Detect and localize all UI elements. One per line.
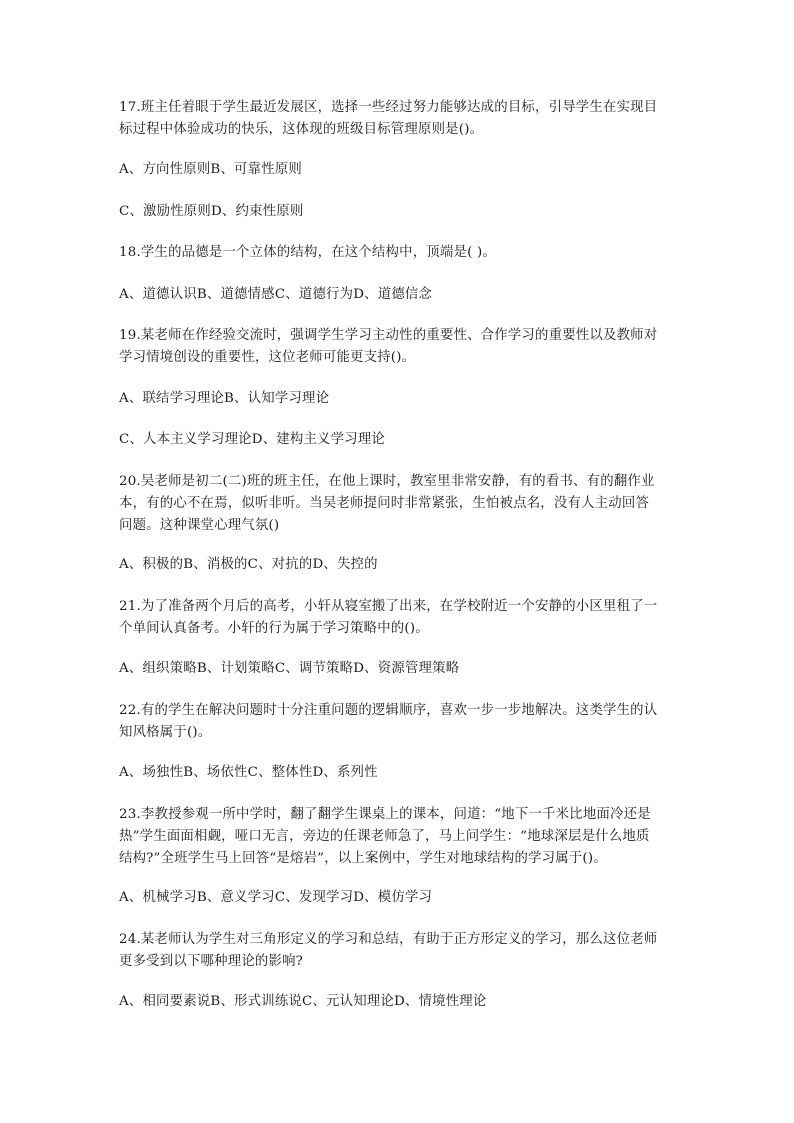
question-text-line: 问题。这种课堂心理气氛() [119,518,280,533]
question-text-line: 标过程中体验成功的快乐，这体现的班级目标管理原则是()。 [119,122,484,137]
option-line: C、人本主义学习理论D、建构主义学习理论 [119,432,386,447]
question-21-option-1 [119,658,679,680]
question-text-line: 23.李教授参观一所中学时，翻了翻学生课桌上的课本，问道：“地下一千米比地面冷还是 [119,807,651,822]
option-line: A、道德认识B、道德情感C、道德行为D、道德信念 [119,287,433,302]
question-text-line: 更多受到以下哪种理论的影响? [119,954,304,969]
question-text-line: 本，有的心不在焉，似听非听。当吴老师提问时非常紧张，生怕被点名，没有人主动回答 [119,496,650,511]
question-24-stem [119,929,679,973]
option-line: A、方向性原则B、可靠性原则 [119,162,302,177]
question-19-option-1 [119,388,679,410]
question-23-option-1 [119,887,679,909]
question-22-option-1 [119,762,679,784]
question-22-stem [119,700,679,744]
question-text-line: 18.学生的品德是一个立体的结构，在这个结构中，顶端是( )。 [119,245,496,260]
question-19-stem [119,325,679,369]
question-text-line: 24.某老师认为学生对三角形定义的学习和总结，有助于正方形定义的学习，那么这位老师 [119,932,658,947]
question-text-line: 知风格属于()。 [119,725,212,740]
option-line: A、场独性B、场依性C、整体性D、系列性 [119,765,378,780]
option-line: A、组织策略B、计划策略C、调节策略D、资源管理策略 [119,661,460,676]
question-text-line: 个单间认真备考。小轩的行为属于学习策略中的()。 [119,621,429,636]
question-21-stem [119,596,679,640]
question-18-stem [119,242,679,264]
option-line: A、联结学习理论B、认知学习理论 [119,391,330,406]
question-20-option-1 [119,554,679,576]
option-line: A、机械学习B、意义学习C、发现学习D、模仿学习 [119,890,433,905]
question-18-option-1 [119,284,679,306]
question-23-stem [119,804,679,870]
question-17-option-2 [119,201,679,223]
question-text-line: 结构?”全班学生马上回答“是熔岩”，以上案例中，学生对地球结构的学习属于()。 [119,851,607,866]
question-17-option-1 [119,159,679,181]
question-text-line: 20.吴老师是初二(二)班的班主任，在他上课时，教室里非常安静，有的看书、有的翻作业 [119,474,655,489]
option-line: C、激励性原则D、约束性原则 [119,204,304,219]
question-19-option-2 [119,429,679,451]
question-24-option-1 [119,991,679,1013]
option-line: A、积极的B、消极的C、对抗的D、失控的 [119,557,378,572]
question-text-line: 学习情境创设的重要性，这位老师可能更支持()。 [119,350,416,365]
question-text-line: 21.为了准备两个月后的高考，小轩从寝室搬了出来，在学校附近一个安静的小区里租了一 [119,599,658,614]
question-text-line: 19.某老师在作经验交流时，强调学生学习主动性的重要性、合作学习的重要性以及教师对 [119,328,658,343]
question-text-line: 热”学生面面相觑，哑口无言，旁边的任课老师急了，马上问学生：“地球深层是什么地质 [119,829,650,844]
option-line: A、相同要素说B、形式训练说C、元认知理论D、情境性理论 [119,994,487,1009]
question-text-line: 17.班主任着眼于学生最近发展区，选择一些经过努力能够达成的目标，引导学生在实现目 [119,100,658,115]
question-17-stem [119,97,679,141]
question-20-stem [119,471,679,537]
question-text-line: 22.有的学生在解决问题时十分注重问题的逻辑顺序，喜欢一步一步地解决。这类学生的认 [119,703,658,718]
